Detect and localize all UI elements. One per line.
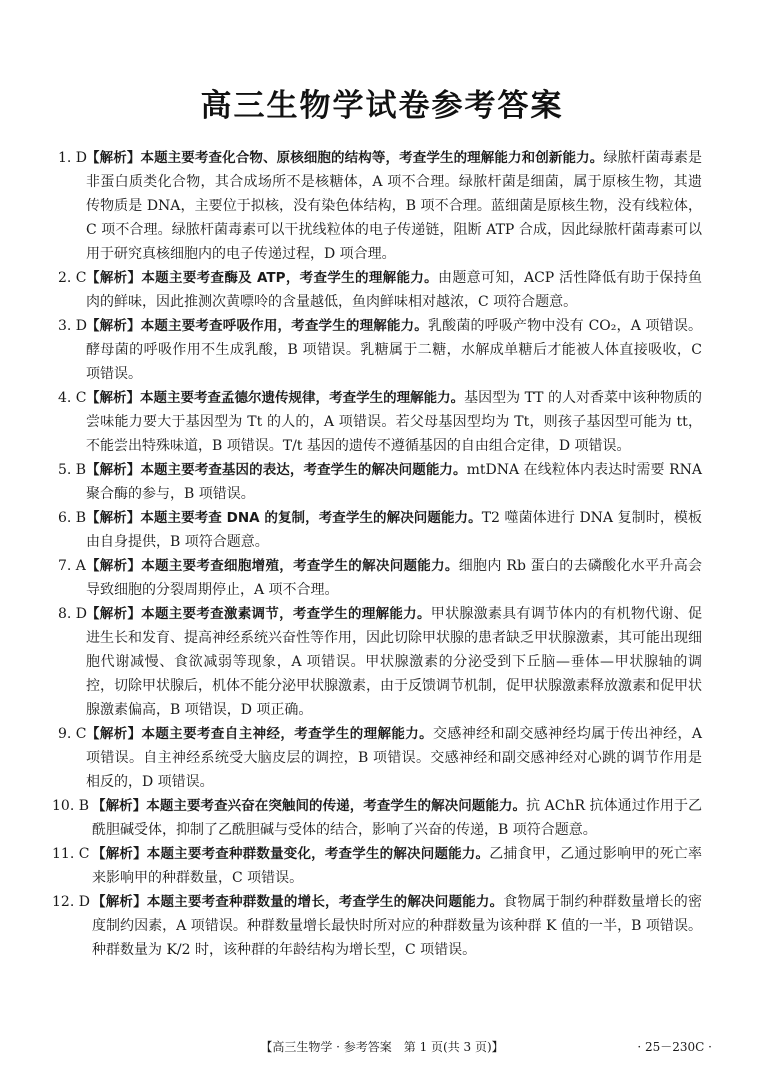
answer-tag: 【解析】本题主要考查孟德尔遗传规律，考查学生的理解能力。 — [86, 390, 465, 406]
answer-item-4 — [58, 386, 703, 458]
answer-tag: 【解析】本题主要考查种群数量变化，考查学生的解决问题能力。 — [92, 846, 490, 862]
answer-item-12 — [52, 890, 703, 962]
answer-number: 2. C — [58, 270, 87, 286]
answer-item-11 — [52, 842, 703, 890]
answer-number: 3. D — [58, 318, 88, 334]
answer-tag: 【解析】本题主要考查 DNA 的复制，考查学生的解决问题能力。 — [86, 510, 482, 526]
answer-item-10 — [52, 794, 703, 842]
answer-text: 细胞内 Rb 蛋白的去磷酸化水平升高会导致细胞的分裂周期停止，A 项不合理。 — [86, 558, 703, 598]
answer-number: 12. D — [52, 894, 90, 910]
answer-number: 10. B — [52, 798, 90, 814]
answer-item-7 — [58, 554, 703, 602]
answer-item-5 — [58, 458, 702, 506]
answer-number: 8. D — [58, 606, 88, 622]
answer-text: 绿脓杆菌毒素是非蛋白质类化合物，其合成场所不是核糖体，A 项不合理。绿脓杆菌是细菌，属于原核生物，其遗传物质是 DNA，主要位于拟核，没有染色体结构，B 项不合理。蓝细菌是原核生物，没有线粒体，C 项不合理。绿脓杆菌毒素可以干扰线粒体的电子传递链，阻断 ATP 合成，因此绿脓杆菌毒素可以用于研究真核细胞内的电子传递过程，D 项合理。 — [86, 150, 703, 262]
answer-tag: 【解析】本题主要考查化合物、原核细胞的结构等，考查学生的理解能力和创新能力。 — [86, 150, 604, 166]
footer-code: · 25－230C · — [637, 1040, 712, 1054]
answer-item-6 — [58, 506, 702, 554]
answer-tag: 【解析】本题主要考查呼吸作用，考查学生的理解能力。 — [86, 318, 428, 334]
answer-item-9 — [58, 722, 703, 794]
answer-tag: 【解析】本题主要考查兴奋在突触间的传递，考查学生的解决问题能力。 — [92, 798, 527, 814]
answer-text: 食物属于制约种群数量增长的密度制约因素，A 项错误。种群数量增长最快时所对应的种群数量为该种群 K 值的一半，B 项错误。种群数量为 K/2 时，该种群的年龄结构为增长型，C 项错误。 — [92, 894, 703, 958]
answer-number: 11. C — [52, 846, 90, 862]
answer-text: 交感神经和副交感神经均属于传出神经，A 项错误。自主神经系统受大脑皮层的调控，B 项错误。交感神经和副交感神经对心跳的调节作用是相反的，D 项错误。 — [86, 726, 703, 790]
answer-text: 抗 AChR 抗体通过作用于乙酰胆碱受体，抑制了乙酰胆碱与受体的结合，影响了兴奋的传递，B 项符合题意。 — [92, 798, 703, 838]
answer-number: 4. C — [58, 390, 87, 406]
answer-text: 乙捕食甲，乙通过影响甲的死亡率来影响甲的种群数量，C 项错误。 — [92, 846, 703, 886]
answer-number: 7. A — [58, 558, 86, 574]
answer-text: 基因型为 TT 的人对香菜中该种物质的尝味能力要大于基因型为 Tt 的人的，A 项错误。若父母基因型均为 Tt，则孩子基因型可能为 tt，不能尝出特殊味道，B 项错误。T/t 基因的遗传不遵循基因的自由组合定律，D 项错误。 — [86, 390, 703, 454]
answer-item-8 — [58, 602, 703, 722]
answer-text: 由题意可知，ACP 活性降低有助于保持鱼肉的鲜味，因此推测次黄嘌呤的含量越低，鱼肉鲜味相对越浓，C 项符合题意。 — [86, 270, 702, 310]
answer-tag: 【解析】本题主要考查酶及 ATP，考查学生的理解能力。 — [86, 270, 438, 286]
footer-page-info: 【高三生物学 · 参考答案 第 1 页(共 3 页)】 — [260, 1040, 504, 1054]
answer-text: 乳酸菌的呼吸产物中没有 CO₂，A 项错误。酵母菌的呼吸作用不生成乳酸，B 项错误。乳糖属于二糖，水解成单糖后才能被人体直接吸收，C 项错误。 — [86, 318, 702, 382]
page-title: 高三生物学试卷参考答案 — [200, 88, 564, 124]
answer-tag: 【解析】本题主要考查细胞增殖，考查学生的解决问题能力。 — [86, 558, 459, 574]
answer-tag: 【解析】本题主要考查种群数量的增长，考查学生的解决问题能力。 — [92, 894, 504, 910]
answer-text: 甲状腺激素具有调节体内的有机物代谢、促进生长和发育、提高神经系统兴奋性等作用，因此切除甲状腺的患者缺乏甲状腺激素，其可能出现细胞代谢减慢、食欲减弱等现象，A 项错误。甲状腺激素的分泌受到下丘脑—垂体—甲状腺轴的调控，切除甲状腺后，机体不能分泌甲状腺激素，由于反馈调节机制，促甲状腺激素释放激素和促甲状腺激素偏高，B 项错误，D 项正确。 — [86, 606, 703, 718]
answer-number: 6. B — [58, 510, 87, 526]
answer-number: 1. D — [58, 150, 88, 166]
answer-tag: 【解析】本题主要考查激素调节，考查学生的理解能力。 — [86, 606, 431, 622]
answer-tag: 【解析】本题主要考查自主神经，考查学生的理解能力。 — [86, 726, 434, 742]
answer-text: mtDNA 在线粒体内表达时需要 RNA 聚合酶的参与，B 项错误。 — [86, 462, 702, 502]
answer-list — [52, 146, 703, 962]
answer-item-3 — [58, 314, 702, 386]
answer-item-2 — [58, 266, 702, 314]
answer-item-1 — [58, 146, 703, 266]
answer-tag: 【解析】本题主要考查基因的表达，考查学生的解决问题能力。 — [86, 462, 467, 478]
answer-number: 5. B — [58, 462, 87, 478]
answer-number: 9. C — [58, 726, 87, 742]
answer-text: T2 噬菌体进行 DNA 复制时，模板由自身提供，B 项符合题意。 — [86, 510, 702, 550]
